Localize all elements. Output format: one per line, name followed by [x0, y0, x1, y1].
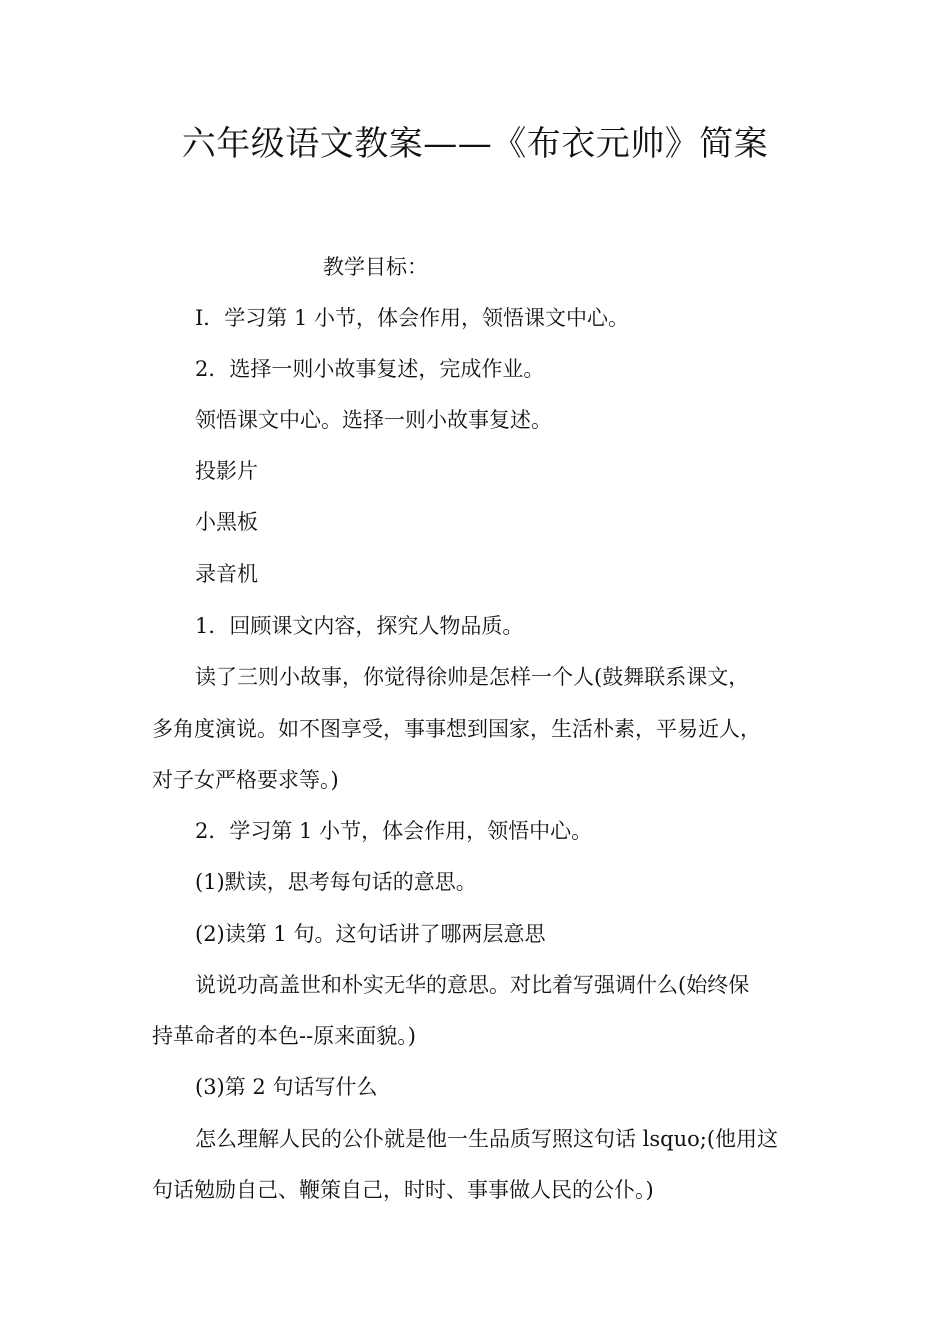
paragraph-continuation: 多角度演说。如不图享受，事事想到国家，生活朴素，平易近人，: [152, 717, 761, 741]
section-heading-objectives: 教学目标：: [323, 255, 428, 279]
paragraph: 投影片: [195, 459, 258, 483]
paragraph-continuation: 对子女严格要求等。): [152, 768, 339, 792]
paragraph: 读了三则小故事，你觉得徐帅是怎样一个人(鼓舞联系课文，: [195, 665, 750, 689]
paragraph: 2．选择一则小故事复述，完成作业。: [195, 357, 545, 381]
paragraph: 1．回顾课文内容，探究人物品质。: [195, 614, 524, 638]
paragraph: 录音机: [195, 562, 258, 586]
paragraph: (1)默读，思考每句话的意思。: [195, 870, 477, 894]
paragraph: 小黑板: [195, 510, 258, 534]
document-title: 六年级语文教案——《布衣元帅》简案: [181, 124, 769, 164]
paragraph: (3)第 2 句话写什么: [195, 1075, 378, 1099]
paragraph: (2)读第 1 句。这句话讲了哪两层意思: [195, 922, 546, 946]
paragraph: 2．学习第 1 小节，体会作用，领悟中心。: [195, 819, 593, 843]
paragraph: I．学习第 1 小节，体会作用，领悟课文中心。: [195, 306, 630, 330]
paragraph: 说说功高盖世和朴实无华的意思。对比着写强调什么(始终保: [195, 973, 750, 997]
paragraph: 领悟课文中心。选择一则小故事复述。: [195, 408, 552, 432]
paragraph-continuation: 句话勉励自己、鞭策自己，时时、事事做人民的公仆。): [152, 1178, 654, 1202]
paragraph-continuation: 持革命者的本色--原来面貌。): [152, 1024, 416, 1048]
paragraph: 怎么理解人民的公仆就是他一生品质写照这句话 lsquo;(他用这: [195, 1127, 779, 1151]
